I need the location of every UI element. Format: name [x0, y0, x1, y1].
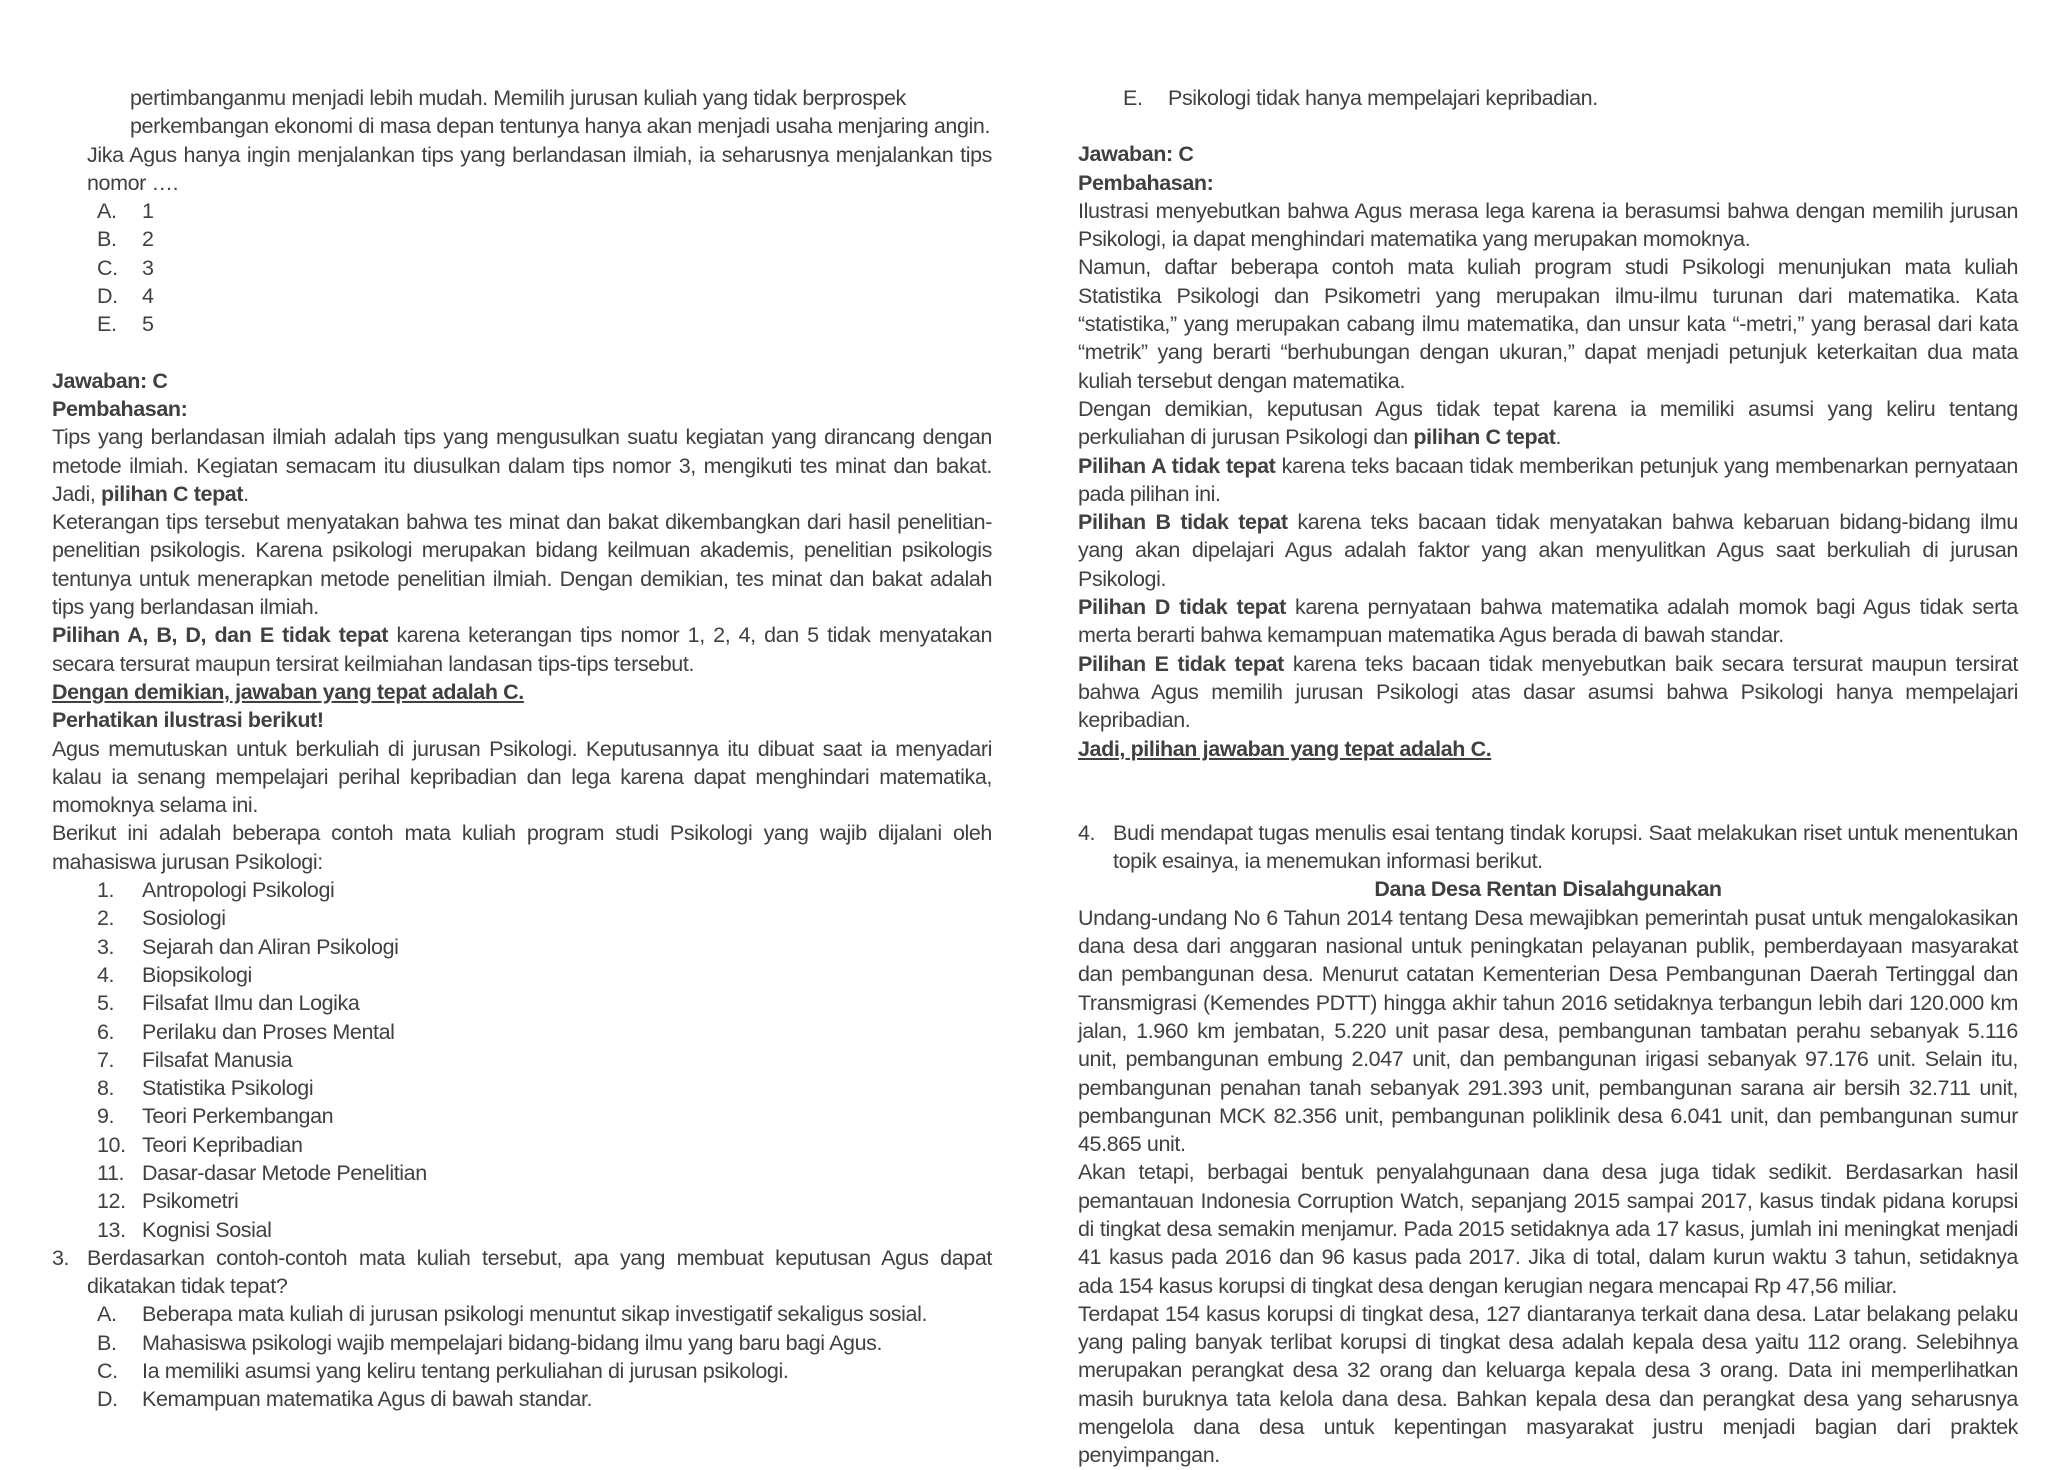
option-item — [52, 310, 992, 338]
punctuation: . — [1555, 425, 1562, 450]
course-number: 7. — [97, 1047, 115, 1072]
option-text: 4 — [142, 284, 154, 309]
option-text: Psikologi tidak hanya mempelajari kepribadian. — [1168, 86, 1598, 110]
article-paragraph: Akan tetapi, berbagai bentuk penyalahgunaan dana desa juga tidak sedikit. Berdasarkan hasil pemantauan Indonesia Corruption Watch, sepanjang 2015 sampai 2017, kasus tindak pidana korupsi di tingkat desa semakin menjamur. Pada 2015 setidaknya ada 17 kasus, jumlah ini meningkat menjadi 41 kasus pada 2016 dan 96 kasus pada 2017. Jika di total, dalam kurun waktu 3 tahun, setidaknya ada 154 kasus korupsi di tingkat desa dengan kerugian negara mencapai Rp 47,56 miliar. — [1078, 1160, 2018, 1298]
course-name: Filsafat Manusia — [142, 1047, 293, 1072]
choice-a-explanation — [1078, 452, 2018, 509]
option-label: C. — [97, 1359, 118, 1384]
course-item — [52, 1131, 992, 1159]
discussion-paragraph: Keterangan tips tersebut menyatakan bahwa tes minat dan bakat dikembangkan dari hasil penelitian-penelitian psikologis. Karena psikologi merupakan bidang keilmuan akademis, penelitian psikologis tentunya untuk menerapkan metode penelitian ilmiah. Dengan demikian, tes minat dan bakat adalah tips yang berlandasan ilmiah. — [52, 510, 992, 620]
option-item — [52, 225, 992, 253]
course-number: 3. — [97, 934, 115, 959]
question-4 — [1078, 819, 2018, 876]
intro-line: pertimbanganmu menjadi lebih mudah. Memilih jurusan kuliah yang tidak berprospek — [130, 86, 906, 110]
question-number: 4. — [1078, 820, 1096, 845]
question-3-stem: Berdasarkan contoh-contoh mata kuliah tersebut, apa yang membuat keputusan Agus dapat dikatakan tidak tepat? — [87, 1245, 992, 1299]
course-name: Filsafat Ilmu dan Logika — [142, 991, 360, 1016]
option-item — [52, 282, 992, 310]
course-number: 2. — [97, 906, 115, 931]
option-text: 3 — [142, 255, 154, 280]
option-item — [52, 197, 992, 225]
question-4-stem: Budi mendapat tugas menulis esai tentang tindak korupsi. Saat melakukan riset untuk menentukan topik esainya, ia menemukan informasi berikut. — [1113, 820, 2018, 874]
discussion-text: karena pernyataan bahwa matematika adalah momok bagi Agus tidak serta merta berarti bahwa kemampuan matematika Agus berada di bawah standar. — [1078, 595, 2018, 648]
option-text: Kemampuan matematika Agus di bawah standar. — [142, 1387, 593, 1412]
option-item — [52, 1385, 992, 1413]
option-label: B. — [97, 1330, 117, 1355]
conclusion: Jadi, pilihan jawaban yang tepat adalah C. — [1078, 736, 1492, 761]
course-number: 1. — [97, 878, 115, 903]
discussion-text: karena teks bacaan tidak menyatakan bahwa kebaruan bidang-bidang ilmu yang akan dipelajari Agus adalah faktor yang akan menyulitkan Agus saat berkuliah di jurusan Psikologi. — [1078, 510, 2018, 591]
course-item — [52, 1018, 992, 1046]
article-paragraph: Undang-undang No 6 Tahun 2014 tentang Desa mewajibkan pemerintah pusat untuk mengalokasikan dana desa dari anggaran nasional untuk peningkatan pelayanan publik, pemberdayaan masyarakat dan pembangunan desa. Menurut catatan Kementerian Desa Pembangunan Daerah Tertinggal dan Transmigrasi (Kemendes PDTT) hingga akhir tahun 2016 setidaknya terbangun lebih dari 120.000 km jalan, 1.960 km jembatan, 5.220 unit pasar desa, pembangunan tambatan perahu sebanyak 5.116 unit, pembangunan embung 2.047 unit, dan pembangunan irigasi sebanyak 97.176 unit. Selain itu, pembangunan penahan tanah sebanyak 291.393 unit, pembangunan sarana air bersih 32.711 unit, pembangunan MCK 82.356 unit, pembangunan poliklinik desa 6.041 unit, dan pembangunan sumur 45.865 unit. — [1078, 905, 2018, 1157]
course-item — [52, 904, 992, 932]
course-number: 10. — [97, 1132, 126, 1157]
choice-label: Pilihan B tidak tepat — [1078, 510, 1288, 535]
option-label: D. — [97, 1387, 118, 1412]
course-name: Teori Perkembangan — [142, 1104, 334, 1129]
choice-label: Pilihan D tidak tepat — [1078, 595, 1286, 620]
discussion-paragraph — [52, 621, 992, 678]
correct-choice-text: pilihan C tepat — [101, 481, 244, 506]
course-number: 6. — [97, 1019, 115, 1044]
left-column — [52, 84, 992, 1414]
option-item — [52, 1300, 992, 1328]
option-text: 1 — [142, 199, 154, 224]
illustration-heading: Perhatikan ilustrasi berikut! — [52, 708, 324, 733]
discussion-text: karena teks bacaan tidak menyebutkan baik secara tersurat maupun tersirat bahwa Agus memilih jurusan Psikologi atas dasar asumsi bahwa Psikologi hanya mempelajari kepribadian. — [1078, 651, 2018, 733]
article-paragraph: Terdapat 154 kasus korupsi di tingkat desa, 127 diantaranya terkait dana desa. Latar belakang pelaku yang paling banyak terlibat korupsi di tingkat desa adalah kepala desa yaitu 112 orang. Selebihnya merupakan perangkat desa 32 orang dan keluarga kepala desa 3 orang. Data ini memperlihatkan masih buruknya tata kelola dana desa. Bahkan kepala desa dan perangkat desa yang seharusnya mengelola dana desa untuk kepentingan masyarakat justru menjadi bagian dari praktek penyimpangan. — [1078, 1301, 2018, 1468]
course-item — [52, 1074, 992, 1102]
discussion-label: Pembahasan: — [52, 396, 188, 421]
choice-label: Pilihan A tidak tepat — [1078, 453, 1276, 478]
course-name: Biopsikologi — [142, 962, 252, 987]
option-text: 5 — [142, 312, 154, 337]
option-text: Mahasiswa psikologi wajib mempelajari bidang-bidang ilmu yang baru bagi Agus. — [142, 1330, 883, 1355]
option-label: D. — [97, 284, 118, 309]
discussion-label: Pembahasan: — [1078, 170, 1214, 195]
course-item — [52, 1216, 992, 1244]
course-item — [52, 1159, 992, 1187]
choice-b-explanation — [1078, 508, 2018, 593]
course-name: Kognisi Sosial — [142, 1217, 272, 1242]
option-item — [52, 1329, 992, 1357]
discussion-text: karena keterangan tips nomor 1, 2, 4, dan 5 tidak menyatakan secara tersurat maupun tersirat keilmiahan landasan tips-tips tersebut. — [52, 623, 992, 676]
course-number: 13. — [97, 1217, 126, 1242]
question-3-options — [52, 1300, 992, 1413]
course-item — [52, 989, 992, 1017]
choice-d-explanation — [1078, 593, 2018, 650]
course-item — [52, 1187, 992, 1215]
choice-label: Pilihan E tidak tepat — [1078, 651, 1284, 676]
course-item — [52, 1046, 992, 1074]
correct-choice-text: pilihan C tepat — [1413, 425, 1556, 450]
option-text: Beberapa mata kuliah di jurusan psikologi menuntut sikap investigatif sekaligus sosial. — [142, 1302, 928, 1327]
choice-e-explanation — [1078, 650, 2018, 735]
intro-continuation — [52, 84, 992, 141]
option-label: E. — [97, 312, 117, 337]
course-item — [52, 961, 992, 989]
question-number: 3. — [52, 1245, 70, 1270]
right-column — [1078, 84, 2018, 1470]
course-number: 9. — [97, 1104, 115, 1129]
question-2-options — [52, 197, 992, 338]
option-label: E. — [1123, 86, 1143, 110]
option-text: Ia memiliki asumsi yang keliru tentang perkuliahan di jurusan psikologi. — [142, 1359, 789, 1384]
course-name: Sejarah dan Aliran Psikologi — [142, 934, 399, 959]
option-label: A. — [97, 199, 117, 224]
answer-label: Jawaban: C — [1078, 142, 1194, 167]
option-label: A. — [97, 1302, 117, 1327]
option-label: B. — [97, 227, 117, 252]
course-number: 11. — [97, 1160, 125, 1185]
course-number: 8. — [97, 1076, 115, 1101]
option-item — [1078, 84, 2018, 112]
course-name: Antropologi Psikologi — [142, 878, 335, 903]
course-item — [52, 1102, 992, 1130]
option-item — [52, 254, 992, 282]
course-number: 5. — [97, 991, 115, 1016]
option-label: C. — [97, 255, 118, 280]
discussion-paragraph: Namun, daftar beberapa contoh mata kuliah program studi Psikologi menunjukan mata kuliah Statistika Psikologi dan Psikometri yang merupakan ilmu-ilmu turunan dari matematika. Kata “statistika,” yang merupakan cabang ilmu matematika, dan unsur kata “-metri,” yang berasal dari kata “metrik” yang berarti “berhubungan dengan ukuran,” dapat menjadi petunjuk keterkaitan dua mata kuliah tersebut dengan matematika. — [1078, 255, 2018, 393]
course-item — [52, 933, 992, 961]
course-name: Perilaku dan Proses Mental — [142, 1019, 395, 1044]
question-2-stem: Jika Agus hanya ingin menjalankan tips yang berlandasan ilmiah, ia seharusnya menjalankan tips nomor …. — [87, 142, 992, 195]
intro-line: perkembangan ekonomi di masa depan tentunya hanya akan menjadi usaha menjaring angin. — [130, 114, 991, 139]
wrong-choices-label: Pilihan A, B, D, dan E tidak tepat — [52, 623, 389, 648]
discussion-paragraph: Ilustrasi menyebutkan bahwa Agus merasa lega karena ia berasumsi bahwa dengan memilih jurusan Psikologi, ia dapat menghindari matematika yang merupakan momoknya. — [1078, 198, 2018, 252]
course-name: Statistika Psikologi — [142, 1076, 314, 1101]
question-3 — [52, 1244, 992, 1301]
course-name: Psikometri — [142, 1189, 239, 1214]
option-item — [52, 1357, 992, 1385]
illustration-paragraph: Agus memutuskan untuk berkuliah di jurusan Psikologi. Keputusannya itu dibuat saat ia menyadari kalau ia senang mempelajari perihal kepribadian dan lega karena dapat menghindari matematika, momoknya selama ini. — [52, 736, 992, 818]
discussion-paragraph — [52, 423, 992, 508]
course-name: Dasar-dasar Metode Penelitian — [142, 1160, 427, 1185]
discussion-paragraph — [1078, 395, 2018, 452]
punctuation: . — [243, 481, 249, 506]
answer-label: Jawaban: C — [52, 368, 168, 393]
course-number: 4. — [97, 962, 115, 987]
option-text: 2 — [142, 227, 154, 252]
illustration-paragraph: Berikut ini adalah beberapa contoh mata kuliah program studi Psikologi yang wajib dijalani oleh mahasiswa jurusan Psikologi: — [52, 821, 992, 874]
discussion-text: Tips yang berlandasan ilmiah adalah tips yang mengusulkan suatu kegiatan yang dirancang dengan metode ilmiah. Kegiatan semacam itu diusulkan dalam tips nomor 3, mengikuti tes minat dan bakat. Jadi, — [52, 425, 992, 506]
article-title: Dana Desa Rentan Disalahgunakan — [1374, 877, 1722, 902]
course-list — [52, 876, 992, 1244]
course-name: Teori Kepribadian — [142, 1132, 303, 1157]
conclusion: Dengan demikian, jawaban yang tepat adalah C. — [52, 679, 524, 704]
course-number: 12. — [97, 1189, 126, 1214]
course-item — [52, 876, 992, 904]
discussion-text: karena teks bacaan tidak memberikan petunjuk yang membenarkan pernyataan pada pilihan ini. — [1078, 453, 2018, 506]
course-name: Sosiologi — [142, 906, 226, 931]
discussion-text: Dengan demikian, keputusan Agus tidak tepat karena ia memiliki asumsi yang keliru tentang perkuliahan di jurusan Psikologi dan — [1078, 396, 2018, 450]
